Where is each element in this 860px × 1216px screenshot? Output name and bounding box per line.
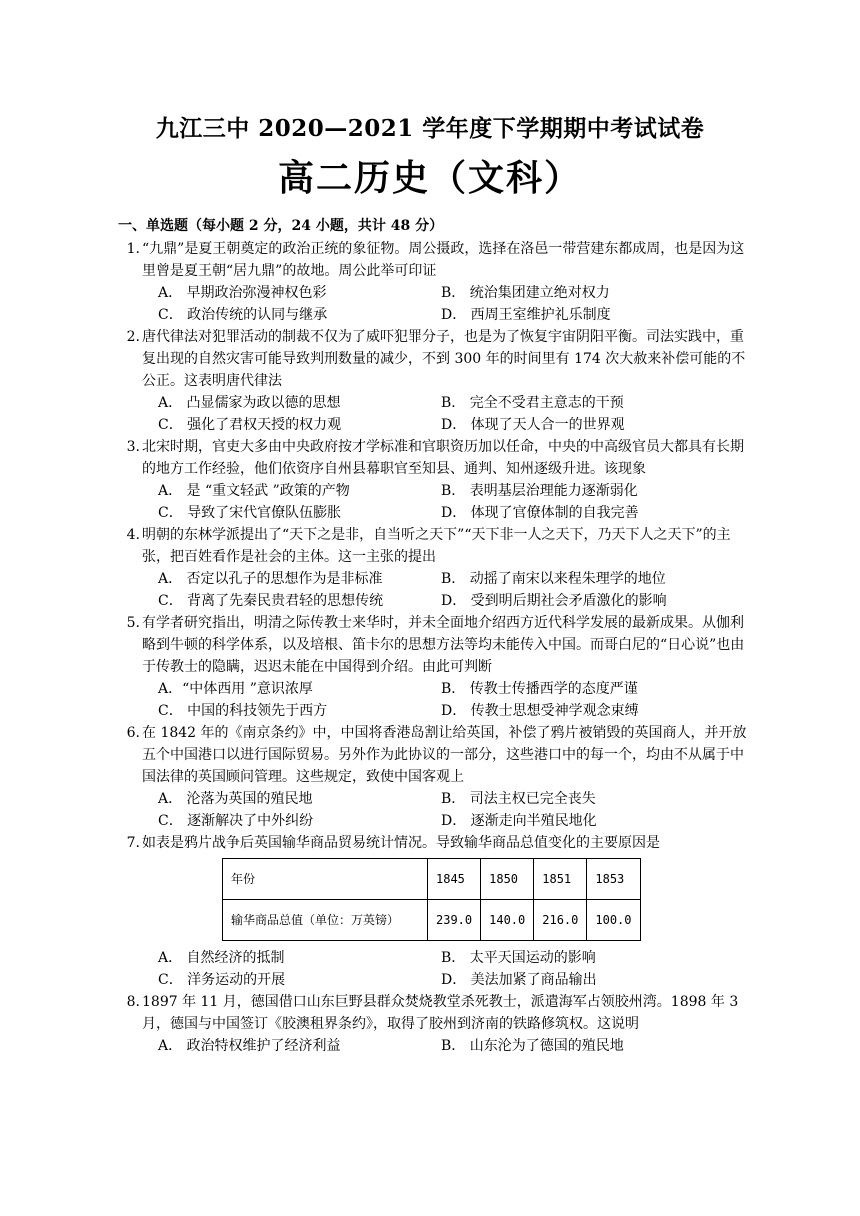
answer-option: C． 强化了君权天授的权力观 [158, 417, 342, 433]
question-number: 4. [126, 527, 140, 543]
question-item [118, 238, 748, 326]
question-number: 8. [126, 994, 140, 1010]
answer-option: A．“中体西用 ”意识浓厚 [158, 681, 313, 697]
answer-option: B． 动摇了南宋以来程朱理学的地位 [441, 571, 666, 587]
option-row [158, 304, 748, 326]
question-options [158, 480, 748, 524]
answer-option: A． 否定以孔子的思想作为是非标准 [158, 571, 383, 587]
option-row [158, 969, 748, 991]
answer-option: A． 沦落为英国的殖民地 [158, 791, 313, 807]
question-item [118, 832, 748, 991]
option-row [158, 788, 748, 810]
answer-option: C． 中国的科技领先于西方 [158, 703, 328, 719]
question-options [158, 568, 748, 612]
answer-option: B． 表明基层治理能力逐渐弱化 [441, 483, 638, 499]
question-item [118, 722, 748, 832]
question-stem-row [118, 722, 748, 788]
question-stem: 在 1842 年的《南京条约》中，中国将香港岛割让给英国，补偿了鸦片被销毁的英国商人，并开放五个中国港口以进行国际贸易。另外作为此协议的一部分，这些港口中的每一个，均由不从属于中国法律的英国顾问管理。这些规定，致使中国客观上 [142, 725, 747, 785]
table-row [223, 859, 641, 900]
question-options [158, 1035, 748, 1057]
question-options [158, 788, 748, 832]
question-stem-row [118, 832, 748, 854]
question-list [118, 238, 748, 1057]
table-cell: 1845 [428, 859, 481, 900]
option-row [158, 568, 748, 590]
option-row [158, 947, 748, 969]
question-item [118, 991, 748, 1057]
question-number: 5. [126, 615, 140, 631]
answer-option: D． 体现了天人合一的世界观 [441, 417, 625, 433]
table-row [223, 900, 641, 941]
question-stem: 有学者研究指出，明清之际传教士来华时，并未全面地介绍西方近代科学发展的最新成果。从伽利略到牛顿的科学体系，以及培根、笛卡尔的思想方法等均未能传入中国。而哥白尼的“日心说”也由于传教士的隐瞒，迟迟未能在中国得到介绍。由此可判断 [142, 615, 745, 675]
question-stem: 明朝的东林学派提出了“天下之是非，自当听之天下”“天下非一人之天下，乃天下人之天下”的主张，把百姓看作是社会的主体。这一主张的提出 [142, 527, 731, 565]
answer-option: D． 美法加紧了商品输出 [441, 972, 597, 988]
option-row [158, 1035, 748, 1057]
question-item [118, 612, 748, 722]
question-options [158, 947, 748, 991]
answer-option: A． 政治特权维护了经济利益 [158, 1038, 341, 1054]
option-row [158, 480, 748, 502]
exam-subtitle: 高二历史（文科） [277, 157, 582, 199]
answer-option: D． 体现了官僚体制的自我完善 [441, 505, 639, 521]
answer-option: B． 司法主权已完全丧失 [441, 791, 596, 807]
question-stem: 唐代律法对犯罪活动的制裁不仅为了威吓犯罪分子，也是为了恢复宇宙阴阳平衡。司法实践中，重复出现的自然灾害可能导致判刑数量的减少，不到 300 年的时间里有 174 次大赦来补偿可能的不公正。这表明唐代律法 [142, 329, 746, 389]
answer-option: D． 受到明后期社会矛盾激化的影响 [441, 593, 667, 609]
question-number: 3. [126, 439, 140, 455]
table-cell: 1851 [534, 859, 587, 900]
question-item [118, 326, 748, 436]
answer-option: D． 逐渐走向半殖民地化 [441, 813, 597, 829]
question-number: 6. [126, 725, 140, 741]
question-stem-row [118, 436, 748, 480]
question-item [118, 524, 748, 612]
table-header-cell: 年份 [223, 859, 428, 900]
option-row [158, 392, 748, 414]
option-row [158, 700, 748, 722]
section-heading: 一、单选题（每小题 2 分，24 小题，共计 48 分） [118, 218, 444, 234]
question-options [158, 282, 748, 326]
table-cell: 239.0 [428, 900, 481, 941]
question-stem-row [118, 991, 748, 1035]
question-stem-row [118, 524, 748, 568]
option-row [158, 502, 748, 524]
table-cell: 1850 [481, 859, 534, 900]
option-row [158, 678, 748, 700]
answer-option: B． 山东沦为了德国的殖民地 [441, 1038, 624, 1054]
table-header-cell: 输华商品总值（单位：万英镑） [223, 900, 428, 941]
exam-title: 九江三中 2020—2021 学年度下学期期中考试试卷 [155, 115, 705, 142]
answer-option: C． 洋务运动的开展 [158, 972, 286, 988]
question-number: 1. [126, 241, 140, 257]
question-stem-row [118, 612, 748, 678]
table-cell: 100.0 [587, 900, 640, 941]
option-row [158, 590, 748, 612]
question-stem: 如表是鸦片战争后英国输华商品贸易统计情况。导致输华商品总值变化的主要原因是 [142, 835, 660, 851]
answer-option: A． 早期政治弥漫神权色彩 [158, 285, 327, 301]
answer-option: C． 逐渐解决了中外纠纷 [158, 813, 314, 829]
answer-option: A． 自然经济的抵制 [158, 950, 285, 966]
option-row [158, 810, 748, 832]
question-stem: “九鼎”是夏王朝奠定的政治正统的象征物。周公摄政，选择在洛邑一带营建东都成周，也是因为这里曾是夏王朝“居九鼎”的故地。周公此举可印证 [142, 241, 745, 279]
table-cell: 1853 [587, 859, 640, 900]
answer-option: B． 太平天国运动的影响 [441, 950, 596, 966]
statistics-table [222, 858, 641, 941]
answer-option: D． 传教士思想受神学观念束缚 [441, 703, 639, 719]
question-number: 7. [126, 835, 140, 851]
answer-option: C． 政治传统的认同与继承 [158, 307, 328, 323]
question-stem-row [118, 326, 748, 392]
question-number: 2. [126, 329, 140, 345]
answer-option: C． 导致了宋代官僚队伍膨胀 [158, 505, 342, 521]
answer-option: B． 传教士传播西学的态度严谨 [441, 681, 638, 697]
question-item [118, 436, 748, 524]
question-stem: 1897 年 11 月，德国借口山东巨野县群众焚烧教堂杀死教士，派遣海军占领胶州湾。1898 年 3 月，德国与中国签订《胶澳租界条约》，取得了胶州到济南的铁路修筑权。这说明 [142, 994, 739, 1032]
option-row [158, 282, 748, 304]
question-stem: 北宋时期，官吏大多由中央政府按才学标准和官职资历加以任命，中央的中高级官员大都具有长期的地方工作经验，他们依资序自州县幕职官至知县、通判、知州逐级升进。该现象 [142, 439, 744, 477]
question-options [158, 392, 748, 436]
answer-option: C． 背离了先秦民贵君轻的思想传统 [158, 593, 384, 609]
table-cell: 140.0 [481, 900, 534, 941]
answer-option: A． 是 “重文轻武 ”政策的产物 [158, 483, 350, 499]
question-options [158, 678, 748, 722]
answer-option: A． 凸显儒家为政以德的思想 [158, 395, 341, 411]
answer-option: B． 完全不受君主意志的干预 [441, 395, 624, 411]
answer-option: D． 西周王室维护礼乐制度 [441, 307, 611, 323]
table-cell: 216.0 [534, 900, 587, 941]
question-stem-row [118, 238, 748, 282]
option-row [158, 414, 748, 436]
answer-option: B． 统治集团建立绝对权力 [441, 285, 610, 301]
